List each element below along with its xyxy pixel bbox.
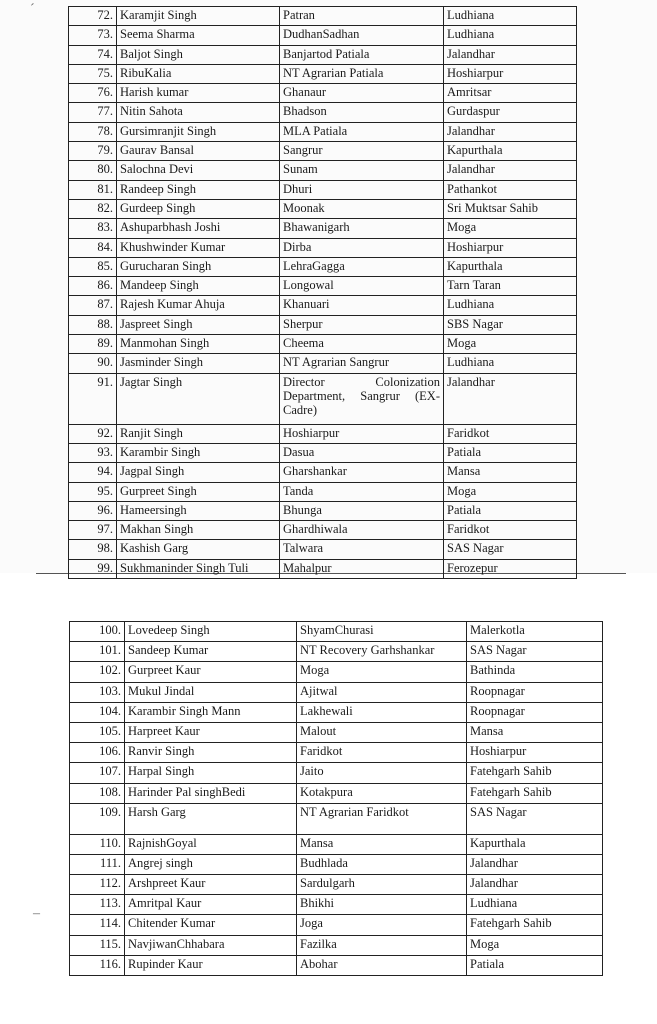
district: Faridkot	[444, 521, 577, 540]
table-row	[70, 622, 603, 642]
table-row	[69, 373, 577, 424]
table-row	[70, 662, 603, 682]
serial-number: 109.	[70, 803, 125, 834]
serial-number: 81.	[69, 180, 117, 199]
serial-number: 97.	[69, 521, 117, 540]
table-row	[69, 64, 577, 83]
district: Jalandhar	[444, 45, 577, 64]
table-row	[70, 702, 603, 722]
posting-place: Mansa	[297, 834, 467, 854]
officer-name: Kashish Garg	[117, 540, 280, 559]
serial-number: 83.	[69, 219, 117, 238]
table-row	[69, 501, 577, 520]
district: Ludhiana	[444, 26, 577, 45]
district: Moga	[444, 335, 577, 354]
officer-name: Gursimranjit Singh	[117, 122, 280, 141]
officer-name: Randeep Singh	[117, 180, 280, 199]
table-row	[69, 219, 577, 238]
serial-number: 78.	[69, 122, 117, 141]
officer-name: Lovedeep Singh	[125, 622, 297, 642]
posting-place: Sangrur	[280, 142, 444, 161]
serial-number: 115.	[70, 935, 125, 955]
table-row	[69, 424, 577, 443]
serial-number: 99.	[69, 559, 117, 578]
serial-number: 84.	[69, 238, 117, 257]
serial-number: 85.	[69, 257, 117, 276]
district: Fatehgarh Sahib	[467, 915, 603, 935]
officer-name: Hameersingh	[117, 501, 280, 520]
table-row	[70, 854, 603, 874]
table-row	[69, 521, 577, 540]
posting-place: Talwara	[280, 540, 444, 559]
posting-place: NT Agrarian Faridkot	[297, 803, 467, 834]
serial-number: 106.	[70, 743, 125, 763]
officer-name: Harpreet Kaur	[125, 722, 297, 742]
serial-number: 93.	[69, 443, 117, 462]
serial-number: 73.	[69, 26, 117, 45]
serial-number: 108.	[70, 783, 125, 803]
district: Hoshiarpur	[444, 64, 577, 83]
table-row	[70, 722, 603, 742]
table-row	[69, 482, 577, 501]
district: Faridkot	[444, 424, 577, 443]
table-row	[69, 354, 577, 373]
serial-number: 72.	[69, 7, 117, 26]
serial-number: 107.	[70, 763, 125, 783]
district: Jalandhar	[467, 854, 603, 874]
posting-place: Bhadson	[280, 103, 444, 122]
officer-name: Mukul Jindal	[125, 682, 297, 702]
district: Mansa	[444, 463, 577, 482]
table-row	[69, 122, 577, 141]
table-row	[69, 315, 577, 334]
posting-place: Sardulgarh	[297, 875, 467, 895]
posting-place: Ghardhiwala	[280, 521, 444, 540]
district: Ludhiana	[444, 296, 577, 315]
district: Pathankot	[444, 180, 577, 199]
table-row	[69, 296, 577, 315]
district: Fatehgarh Sahib	[467, 763, 603, 783]
table-row	[69, 257, 577, 276]
posting-place: Kotakpura	[297, 783, 467, 803]
district: SBS Nagar	[444, 315, 577, 334]
posting-place: NT Agrarian Sangrur	[280, 354, 444, 373]
serial-number: 92.	[69, 424, 117, 443]
serial-number: 90.	[69, 354, 117, 373]
posting-place: Abohar	[297, 955, 467, 975]
table-row	[69, 335, 577, 354]
posting-place: Moonak	[280, 199, 444, 218]
posting-place: Banjartod Patiala	[280, 45, 444, 64]
district: Jalandhar	[467, 875, 603, 895]
serial-number: 75.	[69, 64, 117, 83]
table-row	[70, 834, 603, 854]
table-row	[70, 895, 603, 915]
serial-number: 80.	[69, 161, 117, 180]
officer-name: RajnishGoyal	[125, 834, 297, 854]
district: Hoshiarpur	[467, 743, 603, 763]
officer-name: Chitender Kumar	[125, 915, 297, 935]
district: Malerkotla	[467, 622, 603, 642]
officer-name: Gurpreet Kaur	[125, 662, 297, 682]
district: Mansa	[467, 722, 603, 742]
table-row	[70, 743, 603, 763]
posting-place: Gharshankar	[280, 463, 444, 482]
serial-number: 76.	[69, 84, 117, 103]
serial-number: 77.	[69, 103, 117, 122]
officer-name: Mandeep Singh	[117, 277, 280, 296]
district: Kapurthala	[467, 834, 603, 854]
table-row	[69, 540, 577, 559]
officer-name: Karamjit Singh	[117, 7, 280, 26]
officer-name: Jasminder Singh	[117, 354, 280, 373]
officer-name: Jagtar Singh	[117, 373, 280, 424]
serial-number: 89.	[69, 335, 117, 354]
table-row	[69, 142, 577, 161]
table-row	[70, 915, 603, 935]
table-row	[69, 180, 577, 199]
officer-name: Khushwinder Kumar	[117, 238, 280, 257]
officer-name: Salochna Devi	[117, 161, 280, 180]
officer-name: Ashuparbhash Joshi	[117, 219, 280, 238]
district: Hoshiarpur	[444, 238, 577, 257]
posting-place: Dhuri	[280, 180, 444, 199]
posting-place: Khanuari	[280, 296, 444, 315]
serial-number: 102.	[70, 662, 125, 682]
serial-number: 82.	[69, 199, 117, 218]
serial-number: 103.	[70, 682, 125, 702]
serial-number: 86.	[69, 277, 117, 296]
table-row	[69, 7, 577, 26]
officer-name: Arshpreet Kaur	[125, 875, 297, 895]
district: Roopnagar	[467, 702, 603, 722]
posting-place: Faridkot	[297, 743, 467, 763]
officer-name: Rupinder Kaur	[125, 955, 297, 975]
officer-name: Jaspreet Singh	[117, 315, 280, 334]
district: Moga	[444, 219, 577, 238]
officer-name: Makhan Singh	[117, 521, 280, 540]
district: Ferozepur	[444, 559, 577, 578]
officer-name: Amritpal Kaur	[125, 895, 297, 915]
table-row	[70, 935, 603, 955]
officer-name: Gurucharan Singh	[117, 257, 280, 276]
posting-place: Bhunga	[280, 501, 444, 520]
district: Gurdaspur	[444, 103, 577, 122]
posting-place: NT Recovery Garhshankar	[297, 642, 467, 662]
posting-place: Ajitwal	[297, 682, 467, 702]
serial-number: 116.	[70, 955, 125, 975]
district: Patiala	[444, 443, 577, 462]
table-row	[69, 277, 577, 296]
table-row	[70, 803, 603, 834]
officer-name: Sandeep Kumar	[125, 642, 297, 662]
posting-place: DudhanSadhan	[280, 26, 444, 45]
posting-place: Dirba	[280, 238, 444, 257]
posting-place: Tanda	[280, 482, 444, 501]
officer-name: Harinder Pal singhBedi	[125, 783, 297, 803]
officer-name: Manmohan Singh	[117, 335, 280, 354]
district: Ludhiana	[444, 7, 577, 26]
scan-mark: ˊ	[30, 2, 35, 17]
officer-name: Gurpreet Singh	[117, 482, 280, 501]
table-row	[69, 26, 577, 45]
district: Jalandhar	[444, 122, 577, 141]
serial-number: 87.	[69, 296, 117, 315]
posting-place: MLA Patiala	[280, 122, 444, 141]
table-row	[69, 45, 577, 64]
officer-name: Harsh Garg	[125, 803, 297, 834]
table-row	[70, 682, 603, 702]
serial-number: 91.	[69, 373, 117, 424]
officer-name: Sukhmaninder Singh Tuli	[117, 559, 280, 578]
posting-place: NT Agrarian Patiala	[280, 64, 444, 83]
district: Sri Muktsar Sahib	[444, 199, 577, 218]
district: Tarn Taran	[444, 277, 577, 296]
table-row	[69, 463, 577, 482]
district: Jalandhar	[444, 161, 577, 180]
posting-place: Sunam	[280, 161, 444, 180]
table-row	[69, 84, 577, 103]
district: Kapurthala	[444, 142, 577, 161]
posting-place: Moga	[297, 662, 467, 682]
posting-place: LehraGagga	[280, 257, 444, 276]
posting-place: Longowal	[280, 277, 444, 296]
district: Moga	[467, 935, 603, 955]
officer-name: Jagpal Singh	[117, 463, 280, 482]
serial-number: 113.	[70, 895, 125, 915]
table-row	[70, 955, 603, 975]
officer-name: Rajesh Kumar Ahuja	[117, 296, 280, 315]
posting-place: Fazilka	[297, 935, 467, 955]
district: Ludhiana	[467, 895, 603, 915]
officer-name: Karambir Singh	[117, 443, 280, 462]
district: Bathinda	[467, 662, 603, 682]
officer-name: Angrej singh	[125, 854, 297, 874]
serial-number: 110.	[70, 834, 125, 854]
table-row	[69, 199, 577, 218]
scan-mark: ‒	[33, 906, 40, 921]
officer-name: Harpal Singh	[125, 763, 297, 783]
table-row	[70, 783, 603, 803]
officer-name: Ranjit Singh	[117, 424, 280, 443]
district: Amritsar	[444, 84, 577, 103]
serial-number: 98.	[69, 540, 117, 559]
officer-name: Karambir Singh Mann	[125, 702, 297, 722]
posting-place: ShyamChurasi	[297, 622, 467, 642]
posting-place: Ghanaur	[280, 84, 444, 103]
district: Moga	[444, 482, 577, 501]
posting-place: Lakhewali	[297, 702, 467, 722]
officer-name: Baljot Singh	[117, 45, 280, 64]
table-row	[69, 559, 577, 578]
serial-number: 112.	[70, 875, 125, 895]
table-row	[69, 103, 577, 122]
posting-place: Dasua	[280, 443, 444, 462]
table-row	[70, 642, 603, 662]
officer-name: Seema Sharma	[117, 26, 280, 45]
posting-place: Malout	[297, 722, 467, 742]
district: Jalandhar	[444, 373, 577, 424]
table-row	[69, 443, 577, 462]
table-row	[70, 763, 603, 783]
officer-name: Ranvir Singh	[125, 743, 297, 763]
posting-place: Cheema	[280, 335, 444, 354]
posting-place: Sherpur	[280, 315, 444, 334]
posting-place: Joga	[297, 915, 467, 935]
serial-number: 114.	[70, 915, 125, 935]
officer-name: Gaurav Bansal	[117, 142, 280, 161]
officer-name: Nitin Sahota	[117, 103, 280, 122]
serial-number: 100.	[70, 622, 125, 642]
district: Roopnagar	[467, 682, 603, 702]
district: SAS Nagar	[467, 803, 603, 834]
serial-number: 88.	[69, 315, 117, 334]
posting-place: Patran	[280, 7, 444, 26]
district: Fatehgarh Sahib	[467, 783, 603, 803]
district: SAS Nagar	[467, 642, 603, 662]
district: Ludhiana	[444, 354, 577, 373]
serial-number: 94.	[69, 463, 117, 482]
posting-place: Budhlada	[297, 854, 467, 874]
serial-number: 104.	[70, 702, 125, 722]
posting-place: Bhawanigarh	[280, 219, 444, 238]
officer-name: Harish kumar	[117, 84, 280, 103]
posting-place: Mahalpur	[280, 559, 444, 578]
officer-name: RibuKalia	[117, 64, 280, 83]
district: Patiala	[467, 955, 603, 975]
district: Patiala	[444, 501, 577, 520]
serial-number: 105.	[70, 722, 125, 742]
posting-place: Jaito	[297, 763, 467, 783]
posting-place: Director Colonization Department, Sangrur (EX-Cadre)	[280, 373, 444, 424]
district: SAS Nagar	[444, 540, 577, 559]
lower-transfer-table	[69, 621, 603, 976]
posting-place: Hoshiarpur	[280, 424, 444, 443]
table-row	[69, 238, 577, 257]
upper-transfer-table	[68, 6, 577, 579]
serial-number: 95.	[69, 482, 117, 501]
serial-number: 111.	[70, 854, 125, 874]
officer-name: NavjiwanChhabara	[125, 935, 297, 955]
table-row	[70, 875, 603, 895]
posting-place: Bhikhi	[297, 895, 467, 915]
serial-number: 101.	[70, 642, 125, 662]
officer-name: Gurdeep Singh	[117, 199, 280, 218]
serial-number: 79.	[69, 142, 117, 161]
serial-number: 74.	[69, 45, 117, 64]
serial-number: 96.	[69, 501, 117, 520]
table-row	[69, 161, 577, 180]
district: Kapurthala	[444, 257, 577, 276]
